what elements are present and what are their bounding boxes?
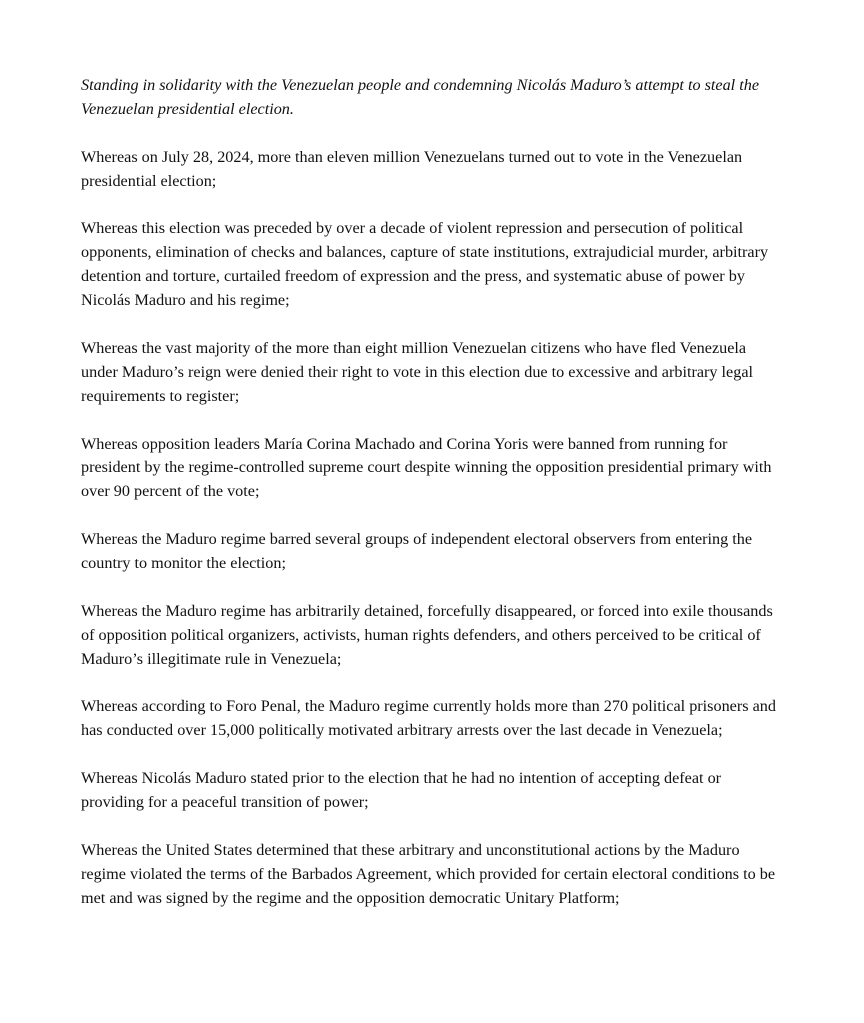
whereas-clause-3: Whereas the vast majority of the more than eight million Venezuelan citizens who have fled Venezuela under Maduro’s reign were denied their right to vote in this election due to excessive and arbitrary legal requirements to register; xyxy=(81,338,754,405)
whereas-clause-4: Whereas opposition leaders María Corina Machado and Corina Yoris were banned from running for president by the regime-controlled supreme court despite winning the opposition presidential primary with over 90 percent of the vote; xyxy=(81,434,772,501)
whereas-clause-6: Whereas the Maduro regime has arbitrarily detained, forcefully disappeared, or forced into exile thousands of opposition political organizers, activists, human rights defenders, and others perceived to be critical of Maduro’s illegitimate rule in Venezuela; xyxy=(81,601,773,668)
document-page xyxy=(81,74,786,911)
resolution-title: Standing in solidarity with the Venezuelan people and condemning Nicolás Maduro’s attempt to steal the Venezuelan presidential election. xyxy=(81,76,760,118)
whereas-clause-8: Whereas Nicolás Maduro stated prior to the election that he had no intention of accepting defeat or providing for a peaceful transition of power; xyxy=(81,769,722,812)
whereas-clause-2: Whereas this election was preceded by over a decade of violent repression and persecution of political opponents, elimination of checks and balances, capture of state institutions, extrajudicial murder, arbitrary detention and torture, curtailed freedom of expression and the press, and systematic abuse of power by Nicolás Maduro and his regime; xyxy=(81,219,769,310)
whereas-clause-9: Whereas the United States determined that these arbitrary and unconstitutional actions by the Maduro regime violated the terms of the Barbados Agreement, which provided for certain electoral conditions to be met and was signed by the regime and the opposition democratic Unitary Platform; xyxy=(81,840,776,907)
whereas-clause-5: Whereas the Maduro regime barred several groups of independent electoral observers from entering the country to monitor the election; xyxy=(81,530,753,573)
whereas-clause-7: Whereas according to Foro Penal, the Maduro regime currently holds more than 270 political prisoners and has conducted over 15,000 politically motivated arbitrary arrests over the last decade in Venezuela; xyxy=(81,697,776,740)
whereas-clause-1: Whereas on July 28, 2024, more than eleven million Venezuelans turned out to vote in the Venezuelan presidential election; xyxy=(81,147,743,190)
